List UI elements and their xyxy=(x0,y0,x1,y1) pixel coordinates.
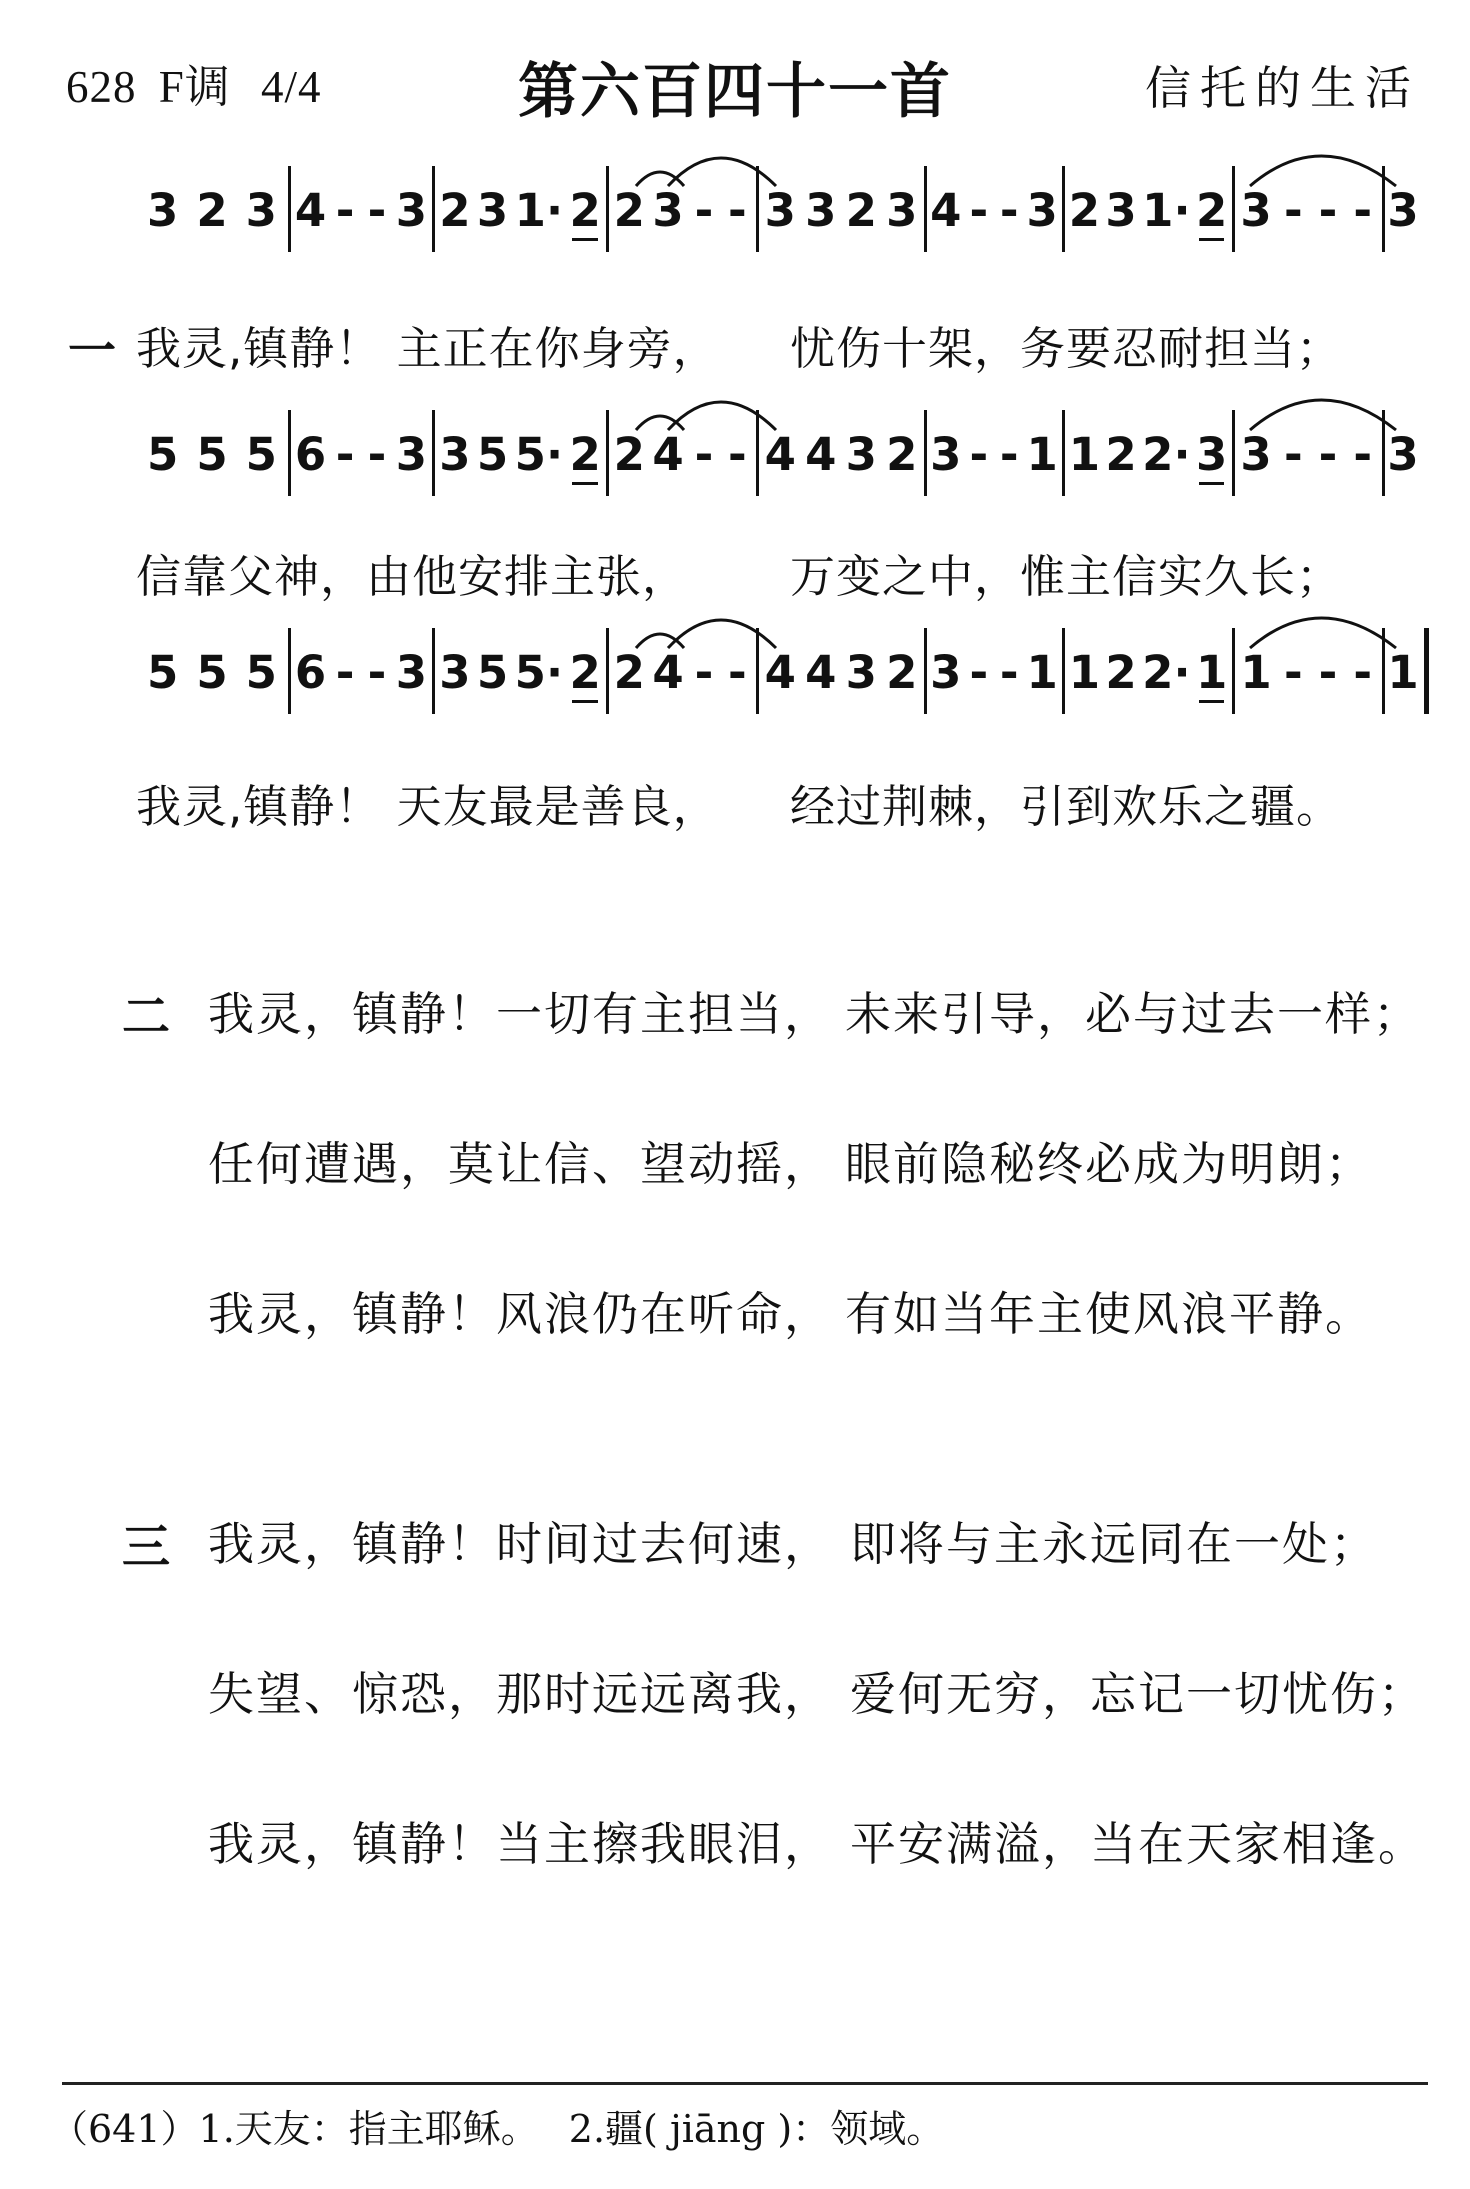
verse-line: 我灵，镇静！风浪仍在听命， xyxy=(208,1287,832,1341)
note: 4 xyxy=(805,427,837,481)
note: 1 xyxy=(1068,427,1101,481)
note: 2 xyxy=(439,183,471,237)
verse-line: 失望、惊恐，那时远远离我， xyxy=(208,1667,832,1721)
note: 3 xyxy=(147,183,179,237)
note: 3 xyxy=(1240,427,1272,481)
note: - xyxy=(969,645,989,699)
note: 1· xyxy=(514,183,564,237)
note: 2 xyxy=(569,645,601,699)
note: - xyxy=(1353,645,1372,699)
note: 1 xyxy=(1026,645,1058,699)
note: 5 xyxy=(196,427,228,481)
verse-line: 即将与主永远同在一处； xyxy=(850,1517,1378,1571)
hymn-key: F调 xyxy=(158,62,231,112)
verse-line: 我灵，镇静！当主擦我眼泪， xyxy=(208,1817,832,1871)
note: 3 xyxy=(1195,427,1228,481)
verse-number: 三 xyxy=(122,1519,171,1575)
footnote-1: 1.天友：指主耶稣。 xyxy=(198,2107,539,2151)
note: 5 xyxy=(147,427,179,481)
note: 1 xyxy=(1068,645,1101,699)
footnote-2: 2.疆( jiāng )：领域。 xyxy=(568,2107,945,2151)
verse-number: 二 xyxy=(122,989,171,1045)
note: 3 xyxy=(1387,183,1419,237)
note: - xyxy=(999,645,1019,699)
note: 3 xyxy=(395,427,428,481)
slurs xyxy=(0,404,1470,544)
verse-line: 爱何无穷，忘记一切忧伤； xyxy=(850,1667,1426,1721)
note: 2· xyxy=(1142,645,1191,699)
note: 2 xyxy=(613,427,645,481)
note: 5 xyxy=(245,645,277,699)
note: - xyxy=(969,427,989,481)
note: - xyxy=(694,645,714,699)
note: - xyxy=(999,427,1019,481)
note: - xyxy=(1283,645,1303,699)
note: - xyxy=(1318,183,1338,237)
slurs xyxy=(0,622,1470,762)
note: - xyxy=(335,183,355,237)
note: - xyxy=(1283,427,1303,481)
note: 2 xyxy=(845,183,877,237)
note: 3 xyxy=(886,183,918,237)
footnote xyxy=(50,2098,974,2153)
slur-arc xyxy=(1250,618,1396,648)
note: - xyxy=(727,183,747,237)
verse-line: 未来引导，必与过去一样； xyxy=(845,987,1421,1041)
note: 3 xyxy=(476,183,509,237)
note: 5 xyxy=(196,645,228,699)
note: 4 xyxy=(764,645,796,699)
note: 3 xyxy=(439,645,471,699)
slur-arc xyxy=(1250,156,1396,186)
note: 1· xyxy=(1142,183,1191,237)
note: - xyxy=(335,645,355,699)
score-line-2 xyxy=(0,404,1470,544)
note: 2 xyxy=(569,427,601,481)
verse-line: 任何遭遇，莫让信、望动摇， xyxy=(208,1137,832,1191)
note: 4 xyxy=(930,183,962,237)
note: 3 xyxy=(1240,183,1272,237)
note: 3 xyxy=(395,645,428,699)
note: - xyxy=(969,183,989,237)
slur-arc xyxy=(668,402,776,430)
note: 3 xyxy=(1026,183,1058,237)
slur-arc xyxy=(1250,400,1396,430)
note: - xyxy=(727,427,747,481)
slurs xyxy=(0,160,1470,300)
note: 3 xyxy=(1387,427,1419,481)
note: 5 xyxy=(476,645,509,699)
note: 3 xyxy=(764,183,796,237)
note: - xyxy=(727,645,747,699)
note: 1 xyxy=(1387,645,1419,699)
lyric-line: 忧伤十架，务要忍耐担当； xyxy=(790,322,1343,375)
footnote-divider xyxy=(62,2082,1428,2085)
verse-line: 眼前隐秘终必成为明朗； xyxy=(845,1137,1373,1191)
note: 2 xyxy=(886,645,918,699)
lyric-line: 我灵,镇静！ 主正在你身旁， xyxy=(136,322,719,375)
note: - xyxy=(1318,427,1338,481)
lyric-line: 我灵,镇静！ 天友最是善良， xyxy=(136,780,719,833)
note: 5· xyxy=(514,427,564,481)
verse-line: 有如当年主使风浪平静。 xyxy=(845,1287,1373,1341)
footnote-ref: （641） xyxy=(50,2107,199,2151)
note: 5 xyxy=(476,427,509,481)
note: - xyxy=(1318,645,1338,699)
slur-arc xyxy=(668,158,776,186)
note: 5 xyxy=(245,427,277,481)
note: 3 xyxy=(439,427,471,481)
note: 4 xyxy=(805,645,837,699)
note: 1 xyxy=(1195,645,1228,699)
note: - xyxy=(999,183,1019,237)
note: - xyxy=(335,427,355,481)
score-line-3 xyxy=(0,622,1470,762)
hymn-number: 628 xyxy=(66,62,137,112)
note: - xyxy=(367,427,387,481)
verse-number: 一 xyxy=(68,323,117,379)
note: 4 xyxy=(652,427,684,481)
hymn-title: 第六百四十一首 xyxy=(518,57,952,127)
note: 2 xyxy=(196,183,228,237)
score-line-1 xyxy=(0,160,1470,300)
verse-line: 我灵，镇静！时间过去何速， xyxy=(208,1517,832,1571)
note: - xyxy=(367,183,387,237)
note: 3 xyxy=(930,645,962,699)
note: 3 xyxy=(845,645,877,699)
note: 5· xyxy=(514,645,564,699)
note: 1 xyxy=(1240,645,1272,699)
note: 5 xyxy=(147,645,179,699)
note: 3 xyxy=(395,183,428,237)
note: - xyxy=(1353,427,1372,481)
note: 4 xyxy=(294,183,327,237)
note: 3 xyxy=(245,183,277,237)
hymn-category: 信托的生活 xyxy=(1145,61,1420,115)
note: 6 xyxy=(294,427,327,481)
verse-line: 平安满溢，当在天家相逢。 xyxy=(850,1817,1426,1871)
note: 2 xyxy=(1105,427,1137,481)
note: 3 xyxy=(805,183,837,237)
note: 3 xyxy=(930,427,962,481)
note: - xyxy=(1353,183,1372,237)
hymn-time-signature: 4/4 xyxy=(261,62,322,112)
note: 6 xyxy=(294,645,327,699)
note: 2 xyxy=(613,183,645,237)
note: 2· xyxy=(1142,427,1191,481)
note: - xyxy=(694,183,714,237)
lyric-line: 信靠父神，由他安排主张， xyxy=(136,550,689,603)
note: 4 xyxy=(764,427,796,481)
note: - xyxy=(1283,183,1303,237)
note: 3 xyxy=(845,427,877,481)
note: 2 xyxy=(613,645,645,699)
slur-arc xyxy=(668,620,776,648)
note: 2 xyxy=(1195,183,1228,237)
note: 2 xyxy=(1068,183,1101,237)
note: 2 xyxy=(886,427,918,481)
note: - xyxy=(367,645,387,699)
note: 3 xyxy=(1105,183,1137,237)
verse-line: 我灵，镇静！一切有主担当， xyxy=(208,987,832,1041)
note: - xyxy=(694,427,714,481)
note: 3 xyxy=(652,183,684,237)
note: 2 xyxy=(1105,645,1137,699)
lyric-line: 万变之中，惟主信实久长； xyxy=(790,550,1343,603)
lyric-line: 经过荆棘，引到欢乐之疆。 xyxy=(790,780,1343,833)
note: 1 xyxy=(1026,427,1058,481)
note: 4 xyxy=(652,645,684,699)
note: 2 xyxy=(569,183,601,237)
